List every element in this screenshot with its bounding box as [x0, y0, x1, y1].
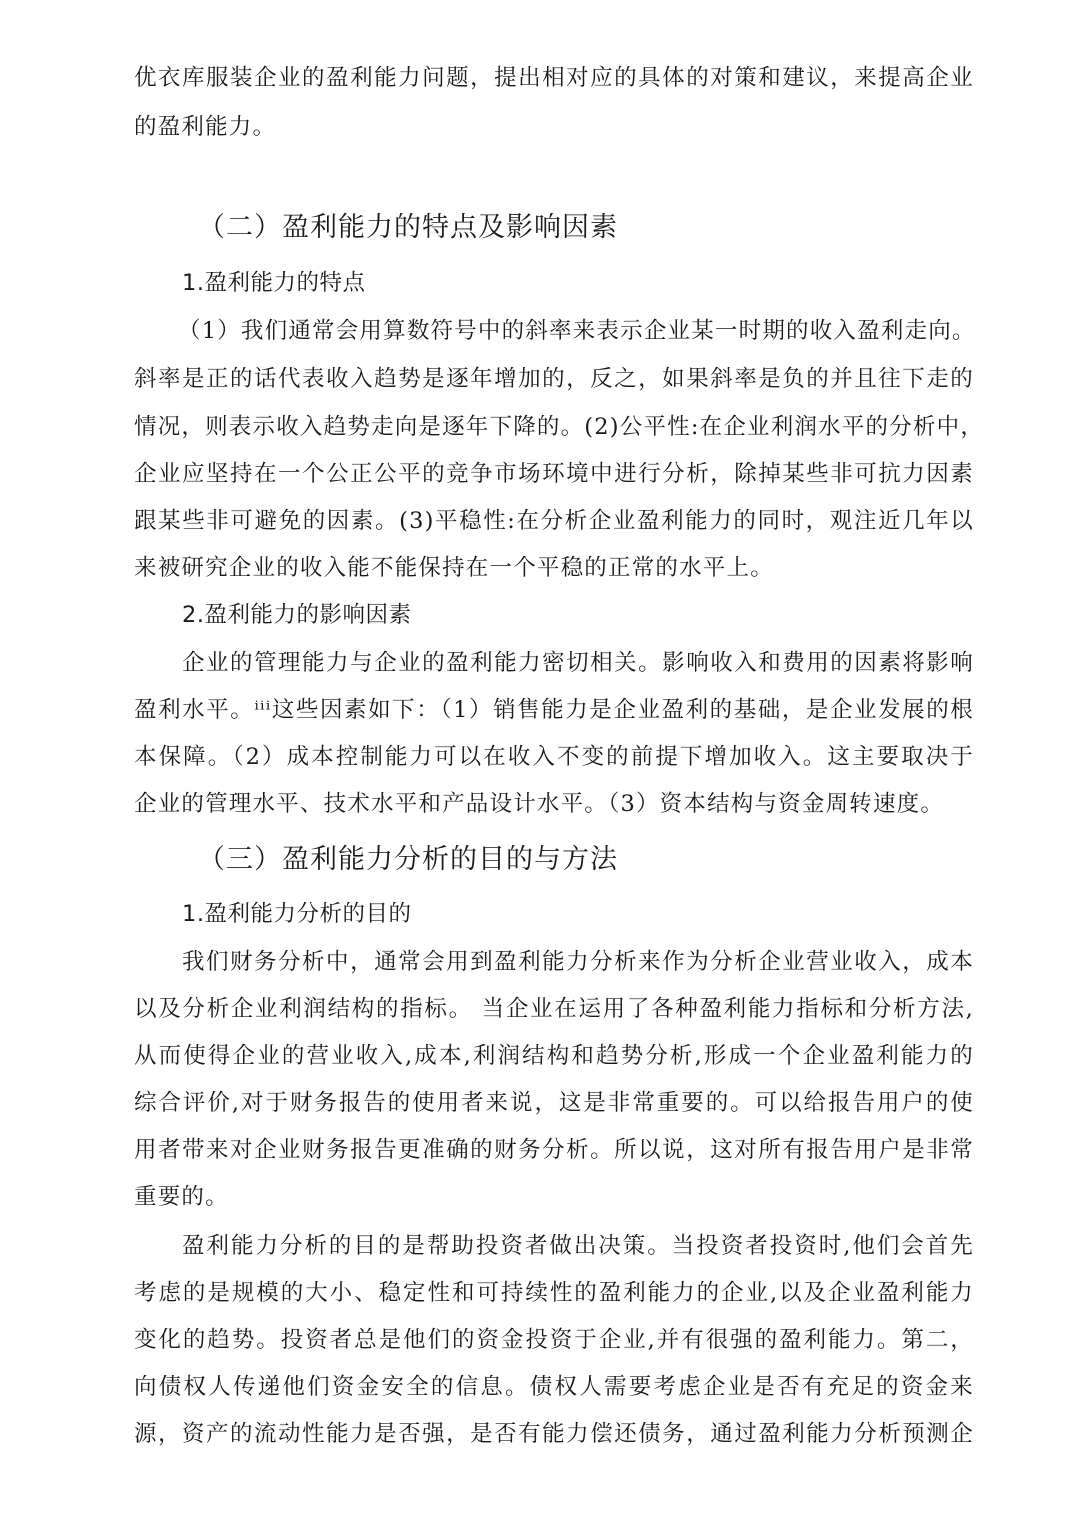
paragraph-line: 重要的。 — [134, 1184, 229, 1210]
paragraph-line: 从而使得企业的营业收入,成本,利润结构和趋势分析,形成一个企业盈利能力的 — [134, 1043, 974, 1069]
paragraph-line: 情况，则表示收入趋势走向是逐年下降的。(2)公平性:在企业利润水平的分析中， — [134, 414, 985, 440]
paragraph-line: 来被研究企业的收入能不能保持在一个平稳的正常的水平上。 — [134, 555, 774, 581]
paragraph-line: 企业应坚持在一个公正公平的竞争市场环境中进行分析，除掉某些非可抗力因素 — [134, 461, 974, 487]
paragraph-line: 盈利水平。ⁱⁱⁱ这些因素如下：（1）销售能力是企业盈利的基础，是企业发展的根 — [134, 697, 974, 723]
paragraph-line: 以及分析企业利润结构的指标。 当企业在运用了各种盈利能力指标和分析方法, — [134, 996, 974, 1022]
paragraph-line: 向债权人传递他们资金安全的信息。债权人需要考虑企业是否有充足的资金来 — [134, 1374, 974, 1400]
subsection-heading: 2.盈利能力的影响因素 — [182, 602, 412, 628]
paragraph-line: 考虑的是规模的大小、稳定性和可持续性的盈利能力的企业,以及企业盈利能力 — [134, 1280, 974, 1306]
paragraph-line: 优衣库服装企业的盈利能力问题，提出相对应的具体的对策和建议，来提高企业 — [134, 65, 974, 91]
paragraph-line: 跟某些非可避免的因素。(3)平稳性:在分析企业盈利能力的同时，观注近几年以 — [134, 508, 974, 534]
paragraph-line: 用者带来对企业财务报告更准确的财务分析。所以说，这对所有报告用户是非常 — [134, 1137, 974, 1163]
subsection-heading: 1.盈利能力分析的目的 — [182, 901, 412, 927]
paragraph-line: 盈利能力分析的目的是帮助投资者做出决策。当投资者投资时,他们会首先 — [182, 1233, 974, 1259]
paragraph-line: 企业的管理水平、技术水平和产品设计水平。（3）资本结构与资金周转速度。 — [134, 791, 945, 817]
section-heading: （三）盈利能力分析的目的与方法 — [198, 844, 618, 875]
paragraph-line: 综合评价,对于财务报告的使用者来说，这是非常重要的。可以给报告用户的使 — [134, 1090, 974, 1116]
paragraph-line: 源，资产的流动性能力是否强，是否有能力偿还债务，通过盈利能力分析预测企 — [134, 1421, 974, 1447]
paragraph-line: 企业的管理能力与企业的盈利能力密切相关。影响收入和费用的因素将影响 — [182, 650, 974, 676]
paragraph-line: （1）我们通常会用算数符号中的斜率来表示企业某一时期的收入盈利走向。 — [178, 318, 976, 344]
subsection-heading: 1.盈利能力的特点 — [182, 270, 366, 296]
paragraph-line: 我们财务分析中，通常会用到盈利能力分析来作为分析企业营业收入，成本 — [182, 949, 974, 975]
section-heading: （二）盈利能力的特点及影响因素 — [198, 212, 618, 243]
paragraph-line: 变化的趋势。投资者总是他们的资金投资于企业,并有很强的盈利能力。第二， — [134, 1327, 974, 1353]
paragraph-line: 本保障。（2）成本控制能力可以在收入不变的前提下增加收入。这主要取决于 — [134, 744, 974, 770]
paragraph-line: 斜率是正的话代表收入趋势是逐年增加的，反之，如果斜率是负的并且往下走的 — [134, 366, 974, 392]
paragraph-line: 的盈利能力。 — [134, 114, 277, 140]
